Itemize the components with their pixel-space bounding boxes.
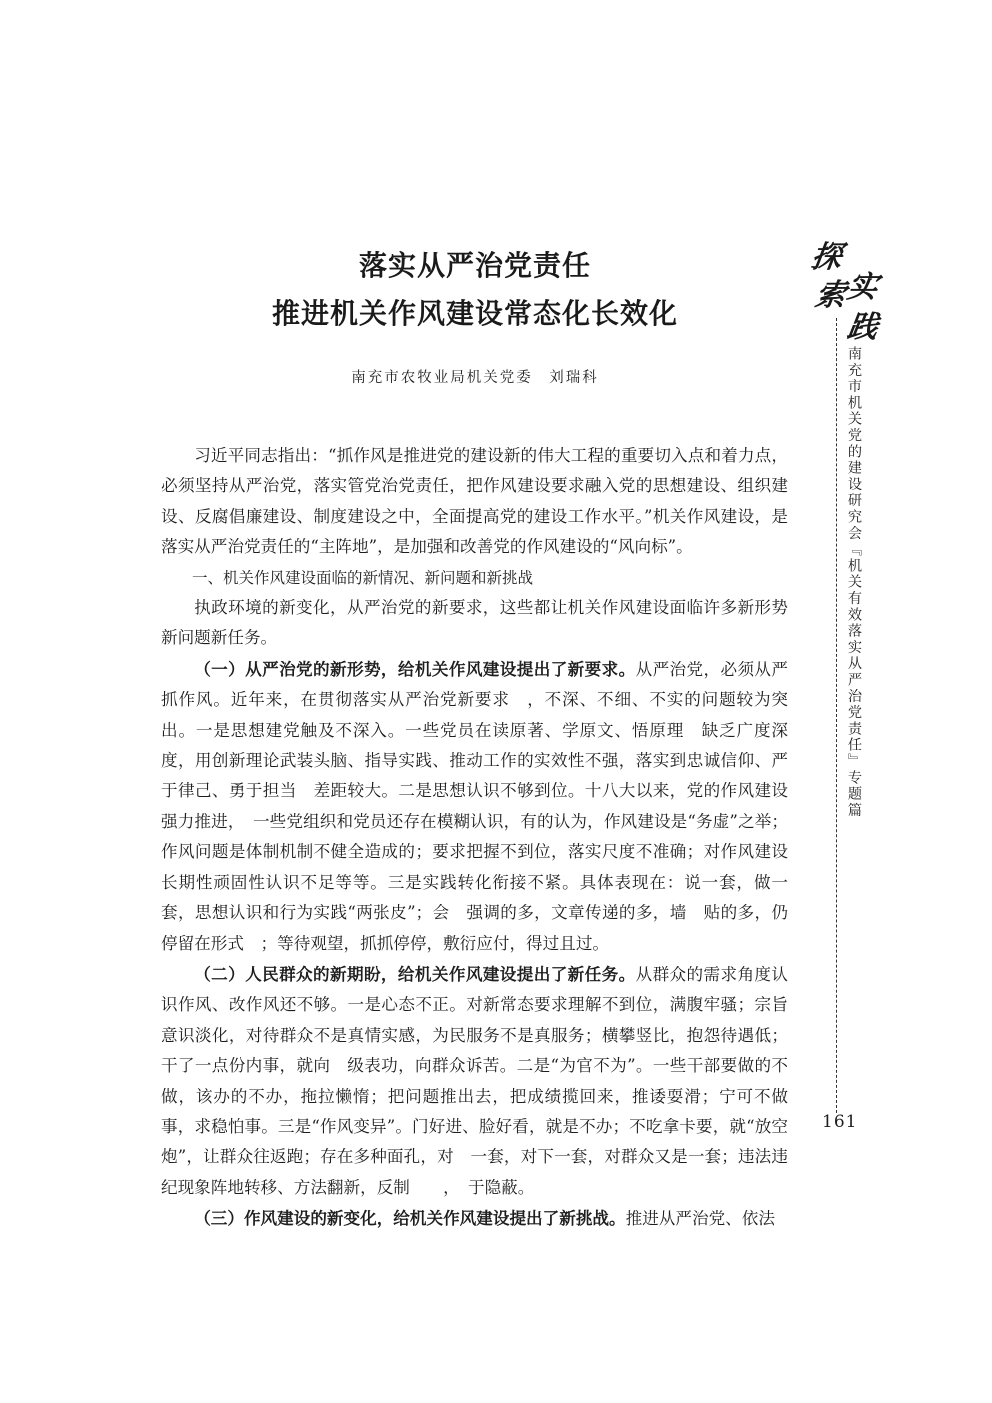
page-number: 161 — [822, 1112, 858, 1132]
subsection-2-paragraph — [161, 959, 788, 1203]
article-title-line-1: 落实从严治党责任 — [358, 249, 591, 282]
intro-paragraph: 习近平同志指出：“抓作风是推进党的建设新的伟大工程的重要切入点和着力点，必须坚持从严治党，落实管党治党责任，把作风建设要求融入党的思想建设、组织建设、反腐倡廉建设、制度建设之中，全面提高党的建设工作水平。”机关作风建设，是落实从严治党责任的“主阵地”，是加强和改善党的作风建设的“风向标”。 — [161, 446, 788, 557]
logo-char-4: 践 — [845, 310, 880, 345]
section-heading-1: 一、机关作风建设面临的新情况、新问题和新挑战 — [192, 568, 534, 587]
author-byline: 南充市农牧业局机关党委 刘瑞科 — [351, 370, 599, 386]
article-body — [161, 441, 788, 1235]
logo-char-3: 实 — [845, 270, 880, 305]
subsection-3-paragraph — [161, 1203, 788, 1234]
article-title-line-2: 推进机关作风建设常态化长效化 — [271, 297, 678, 330]
section-intro-paragraph: 执政环境的新变化，从严治党的新要求，这些都让机关作风建设面临许多新形势新问题新任务。 — [161, 598, 788, 648]
subsection-3-heading: （三）作风建设的新变化，给机关作风建设提出了新挑战。 — [194, 1208, 626, 1229]
subsection-1-paragraph — [161, 654, 788, 959]
subsection-2-text: 从群众的需求角度认识作风、改作风还不够。一是心态不正。对新常态要求理解不到位，满腹牢骚；宗旨意识淡化，对待群众不是真情实感，为民服务不是真服务；横攀竖比，抱怨待遇低；干了一点份内事，就向 级表功，向群众诉苦。二是“为官不为”。一些干部要做的不做，该办的不办，拖拉懒惰；把问题推出去，把成绩揽回来，推诿耍滑；宁可不做事，求稳怕事。三是“作风变异”。门好进、脸好看，就是不办；不吃拿卡要，就“放空炮”，让群众往返跑；存在多种面孔，对 一套，对下一套，对群众又是一套；违法违纪现象阵地转移、方法翻新，反制 ， 于隐蔽。 — [161, 964, 789, 1197]
sidebar-series-title: 南充市机关党的建设研究会『机关有效落实从严治党责任』专题篇 — [846, 346, 862, 819]
explore-practice-logo — [809, 232, 882, 345]
subsection-2-heading: （二）人民群众的新期盼，给机关作风建设提出了新任务。 — [194, 963, 636, 984]
subsection-1-heading: （一）从严治党的新形势，给机关作风建设提出了新要求。 — [194, 658, 636, 679]
logo-char-1: 探 — [809, 240, 844, 275]
subsection-3-text: 推进从严治党、依法 — [625, 1209, 775, 1229]
sidebar-dashed-divider — [836, 318, 837, 1113]
subsection-1-text: 从严治党，必须从严抓作风。近年来，在贯彻落实从严治党新要求 ，不深、不细、不实的问题较为突出。一是思想建党触及不深入。一些党员在读原著、学原文、悟原理 缺乏广度深度，用创新理论武装头脑、指导实践、推动工作的实效性不强，落实到忠诚信仰、严于律己、勇于担当 差距较大。二是思想认识不够到位。十八大以来，党的作风建设强力推进， 一些党组织和党员还存在模糊认识，有的认为，作风建设是“务虚”之举；作风问题是体制机制不健全造成的；要求把握不到位，落实尺度不准确；对作风建设长期性顽固性认识不足等等。三是实践转化衔接不紧。具体表现在：说一套，做一套，思想认识和行为实践“两张皮”；会 强调的多，文章传递的多，墙 贴的多，仍停留在形式 ；等待观望，抓抓停停，敷衍应付，得过且过。 — [161, 659, 789, 953]
logo-char-2: 索 — [813, 278, 848, 313]
